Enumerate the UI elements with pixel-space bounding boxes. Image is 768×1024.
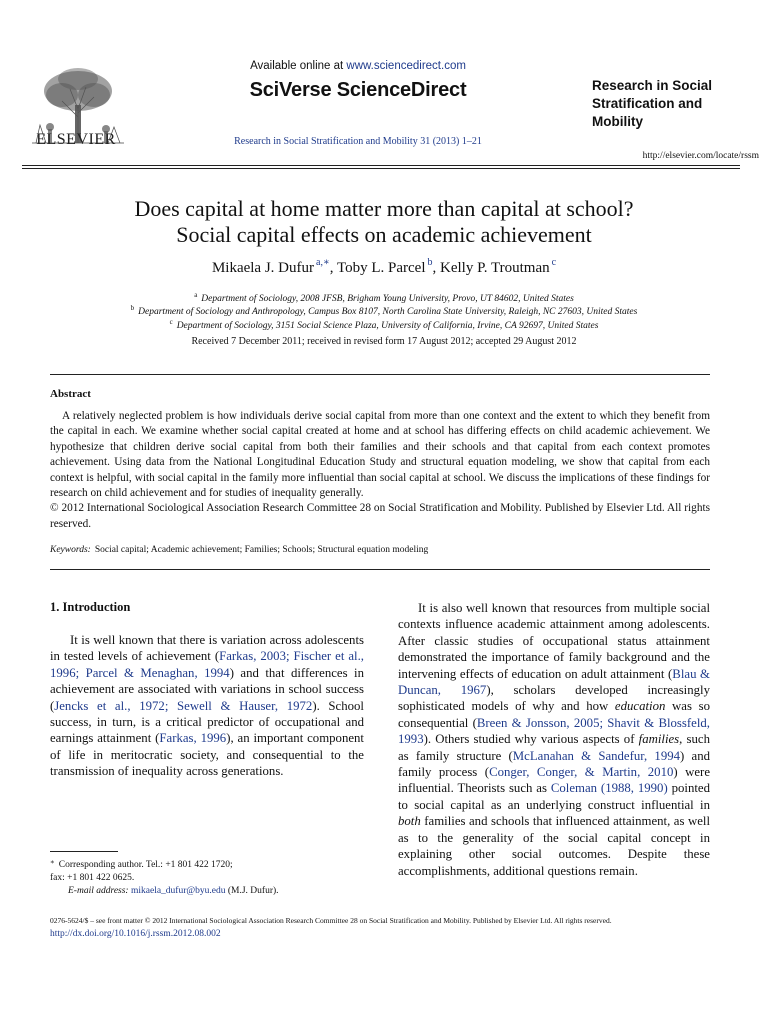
left-column [50,632,364,780]
body-text: It is well known that there is variation across adolescents in tested levels of achievement ( [50,633,364,664]
author-name: Toby L. Parcel [336,260,426,276]
body-text: ), an important component of life in meritocratic society, and consequential to the transmission of inequality across generations. [50,731,364,779]
abstract-divider [50,569,710,570]
affiliation-mark-link[interactable]: c [551,257,557,268]
affiliation [40,304,728,317]
journal-name-line: Mobility [592,114,643,129]
affiliation-mark-link[interactable]: b [427,257,433,268]
affiliation-mark-link[interactable]: a,∗ [316,257,330,268]
header-divider [22,165,740,166]
citation-link[interactable]: Blau & Duncan, 1967 [398,666,711,698]
abstract-divider [50,374,710,375]
body-text: ), scholars developed increasingly sophisticated models of why and how [398,683,710,714]
citation-link[interactable]: McLanahan & Sandefur, 1994 [512,748,681,763]
footnote-line [50,885,370,898]
citation-link[interactable]: Farkas, 2003; Fischer et al., 1996; Parcel & Menaghan, 1994 [50,649,364,680]
body-text: pointed to social capital as an underlying construct influential in [398,781,711,812]
body-text: ) were influential. Theorists such as [398,765,711,796]
body-text: ). School success, in turn, is a critical predictor of occupational and earnings attainment ( [50,698,364,746]
author-name: Kelly P. Troutman [440,260,550,276]
intro-paragraph [50,632,364,780]
email-label: E-mail address: [68,886,129,896]
email-link[interactable]: mikaela_dufur@byu.edu [130,886,226,896]
affiliation-text: Department of Sociology and Anthropology, Campus Box 8107, North Carolina State University, Raleigh, NC 27603, United States [138,307,638,317]
affiliation [40,318,728,331]
body-text: It is also well known that resources from multiple social contexts influence academic attainment among adolescents. After classic studies of occupational status attainment demonstrated the importance of family background and the intervening effects of education on adult attainment ( [398,601,710,681]
citation-link[interactable]: Conger, Conger, & Martin, 2010 [489,765,674,780]
emphasis-text: education [614,699,666,714]
footnote-divider [50,851,118,852]
header-divider [22,168,740,169]
citation-link[interactable]: Coleman (1988, 1990) [550,781,668,796]
journal-citation-link[interactable]: Research in Social Stratification and Mobility 31 (2013) 1–21 [234,136,482,147]
abstract-body [50,409,710,532]
footnote-line [50,856,370,872]
publisher-logo-text: ELSEVIER [36,131,116,148]
front-matter-notice: 0276-5624/$ – see front matter © 2012 International Sociological Association Research Committee 28 on Social Stratification and Mobility. Published by Elsevier Ltd. All rights reserved. [50,916,612,925]
footnote-star: ∗ [50,858,55,866]
body-text: was so consequential ( [398,699,710,730]
right-column [398,600,710,879]
keywords-label: Keywords: [50,545,91,555]
affiliation-mark: b [130,304,135,312]
article-history: Received 7 December 2011; received in revised form 17 August 2012; accepted 29 August 2012 [191,336,577,347]
body-text: families and schools that influenced attainment, as well as to the generality of the social capital concept in explaining other social outcomes. Despite these accomplishments, additional questions remain. [398,814,710,878]
emphasis-text: families [638,732,680,747]
citation-link[interactable]: Breen & Jonsson, 2005; Shavit & Blossfeld, 1993 [398,715,710,747]
sciencedirect-link[interactable]: www.sciencedirect.com [346,60,466,72]
email-suffix: (M.J. Dufur). [225,886,279,896]
body-text: ). Others studied why various aspects of [423,732,639,747]
author-separator: , [432,260,440,276]
affiliation-mark: c [169,318,173,326]
journal-url[interactable]: http://elsevier.com/locate/rssm [642,151,759,161]
abstract-heading: Abstract [50,388,91,400]
available-online-line [200,60,516,72]
citation-link[interactable]: Jencks et al., 1972; Sewell & Hauser, 1972 [54,698,313,713]
section-heading: 1. Introduction [50,600,131,614]
affiliation-text: Department of Sociology, 3151 Social Science Plaza, University of California, Irvine, CA 92697, United States [176,321,599,331]
affiliation-text: Department of Sociology, 2008 JFSB, Brigham Young University, Provo, UT 84602, United States [201,294,574,304]
author-list [40,257,728,277]
journal-name-line: Stratification and [592,96,703,111]
doi-link[interactable]: http://dx.doi.org/10.1016/j.rssm.2012.08.002 [50,929,221,939]
citation-link[interactable]: Farkas, 1996 [159,731,227,746]
emphasis-text: both [398,814,421,829]
body-text: ) and that differences in achievement are associated with variations in school success ( [50,665,364,713]
journal-name [592,77,762,131]
keywords [50,545,710,555]
author-name: Mikaela J. Dufur [211,260,314,276]
title-line: Does capital at home matter more than capital at school? [134,196,634,221]
title-line: Social capital effects on academic achievement [176,222,592,247]
author-separator: , [329,260,337,276]
platform-name: SciVerse ScienceDirect [249,79,467,101]
body-text: ) and family process ( [398,748,710,780]
body-text: , such as family structure ( [398,732,710,763]
article-title [40,196,728,248]
affiliation-mark: a [194,291,198,299]
abstract-text: A relatively neglected problem is how individuals derive social capital from more than one context and the extent to which they benefit from the capital in each. We examine whether social capital created at home and at school has differing effects on child academic achievement. We hypothesize that children derive social capital from both their families and their schools and that capital from each context promotes achievement. Using data from the National Longitudinal Education Study and structural equation modeling, we show that capital from each context is helpful, with social capital in the family more influential than social capital at school. We discuss the implications of these findings for research on child achievement and for studies of inequality generally. [50,410,710,500]
footnote [50,856,370,898]
footnote-text: Corresponding author. Tel.: +1 801 422 1720; [58,860,233,870]
keywords-list: Social capital; Academic achievement; Families; Schools; Structural equation modeling [94,545,429,555]
affiliation [40,291,728,304]
intro-paragraph [398,600,710,879]
footnote-line: fax: +1 801 422 0625. [50,873,135,883]
available-prefix: Available online at [250,60,347,72]
abstract-copyright: © 2012 International Sociological Association Research Committee 28 on Social Stratification and Mobility. Published by Elsevier Ltd. All rights reserved. [50,502,710,530]
journal-name-line: Research in Social [592,78,713,93]
